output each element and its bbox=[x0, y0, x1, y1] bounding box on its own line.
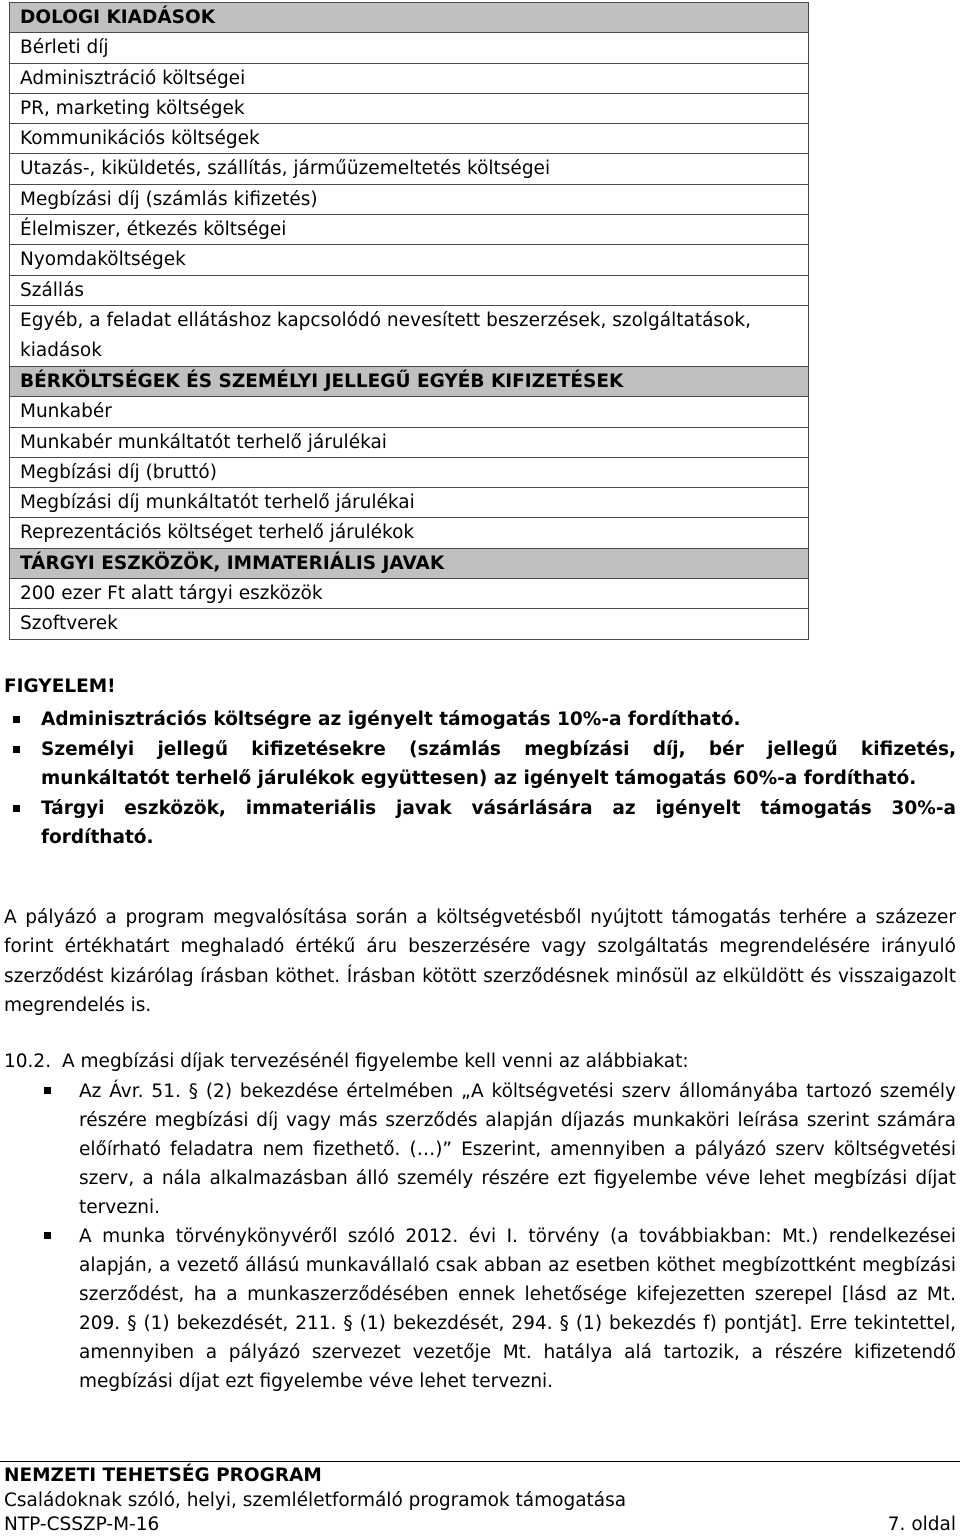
square-bullet-icon bbox=[13, 716, 20, 723]
footer-divider bbox=[0, 1461, 960, 1462]
table-row bbox=[10, 457, 809, 487]
warning-list bbox=[4, 705, 956, 853]
footer-subtitle: Családoknak szóló, helyi, szemléletformáló programok támogatása bbox=[4, 1490, 627, 1511]
table-cell: Élelmiszer, étkezés költségei bbox=[10, 215, 809, 245]
table-section-header: BÉRKÖLTSÉGEK ÉS SZEMÉLYI JELLEGŰ EGYÉB KIFIZETÉSEK bbox=[10, 366, 809, 396]
footer-program-name: NEMZETI TEHETSÉG PROGRAM bbox=[4, 1465, 322, 1486]
warning-title: FIGYELEM! bbox=[4, 676, 116, 697]
list-item bbox=[4, 794, 956, 853]
table-cell: Munkabér bbox=[10, 397, 809, 427]
table-row bbox=[10, 397, 809, 427]
table-row bbox=[10, 305, 809, 366]
square-bullet-icon bbox=[44, 1087, 51, 1094]
body-paragraph: A pályázó a program megvalósítása során a költségvetésből nyújtott támogatás terhére a százezer forint értékhatárt meghaladó értékű áru beszerzésére vagy szolgáltatás megrendelésére irányuló szerződést kizárólag írásban köthet. Írásban kötött szerződésnek minősül az elküldött és visszaigazolt megrendelés is. bbox=[4, 907, 956, 1016]
table-cell: Bérleti díj bbox=[10, 33, 809, 63]
table-cell: Munkabér munkáltatót terhelő járulékai bbox=[10, 427, 809, 457]
list-item bbox=[4, 1222, 956, 1396]
table-row bbox=[10, 215, 809, 245]
table-cell: Megbízási díj (számlás kifizetés) bbox=[10, 184, 809, 214]
table-row bbox=[10, 184, 809, 214]
table-section-header: TÁRGYI ESZKÖZÖK, IMMATERIÁLIS JAVAK bbox=[10, 548, 809, 578]
section-title: A megbízási díjak tervezésénél figyelembe kell venni az alábbiakat: bbox=[62, 1051, 689, 1072]
table-row bbox=[10, 63, 809, 93]
table-cell: Szállás bbox=[10, 275, 809, 305]
page-number: 7. oldal bbox=[887, 1514, 956, 1535]
table-cell: Reprezentációs költséget terhelő járulékok bbox=[10, 518, 809, 548]
table-cell: Megbízási díj munkáltatót terhelő járulékai bbox=[10, 488, 809, 518]
list-item bbox=[4, 1077, 956, 1222]
table-row bbox=[10, 366, 809, 396]
list-item-text: A munka törvénykönyvéről szóló 2012. évi I. törvény (a továbbiakban: Mt.) rendelkezései alapján, a vezető állású munkavállaló csak abban az esetben köthet megbízottként megbízási szerződést, ha a munkaszerződésében ennek lehetősége kifejezetten szerepel [lásd az Mt. 209. § (1) bekezdését, 211. § (1) bekezdését, 294. § (1) bekezdés f) pontját]. Erre tekintettel, amennyiben a pályázó szervezet vezetője Mt. hatálya alá tartozik, a részére kifizetendő megbízási díjat ezt figyelembe véve lehet tervezni. bbox=[79, 1226, 956, 1392]
table-row bbox=[10, 93, 809, 123]
list-item bbox=[4, 705, 956, 735]
table-row bbox=[10, 548, 809, 578]
table-cell: Adminisztráció költségei bbox=[10, 63, 809, 93]
table-cell: 200 ezer Ft alatt tárgyi eszközök bbox=[10, 579, 809, 609]
table-row bbox=[10, 275, 809, 305]
list-item-text: Tárgyi eszközök, immateriális javak vásárlására az igényelt támogatás 30%-a fordítható. bbox=[41, 797, 956, 848]
table-section-header: DOLOGI KIADÁSOK bbox=[10, 3, 809, 33]
table-row bbox=[10, 33, 809, 63]
list-item bbox=[4, 735, 956, 794]
list-item-text: Az Ávr. 51. § (2) bekezdése értelmében „A költségvetési szerv állományába tartozó személy részére megbízási díj vagy más szerződés alapján díjazás munkaköri leírása szerint számára előírható feladatra nem fizethető. (…)” Eszerint, amennyiben a pályázó szerv költségvetési szerv, a nála alkalmazásban álló személy részére ezt figyelembe véve lehet megbízási díjat tervezni. bbox=[79, 1081, 956, 1218]
section-number: 10.2. bbox=[4, 1051, 52, 1072]
table-row bbox=[10, 245, 809, 275]
footer-code: NTP-CSSZP-M-16 bbox=[4, 1514, 160, 1535]
section-list bbox=[4, 1077, 956, 1396]
table-cell: Utazás-, kiküldetés, szállítás, járműüzemeltetés költségei bbox=[10, 154, 809, 184]
table-row bbox=[10, 427, 809, 457]
table-row bbox=[10, 154, 809, 184]
table-row bbox=[10, 488, 809, 518]
table-row bbox=[10, 518, 809, 548]
section-heading bbox=[4, 1047, 689, 1076]
square-bullet-icon bbox=[13, 746, 20, 753]
list-item-text: Személyi jellegű kifizetésekre (számlás megbízási díj, bér jellegű kifizetés, munkáltatót terhelő járulékok együttesen) az igényelt támogatás 60%-a fordítható. bbox=[41, 738, 956, 789]
square-bullet-icon bbox=[13, 805, 20, 812]
square-bullet-icon bbox=[44, 1232, 51, 1239]
table-cell: Egyéb, a feladat ellátáshoz kapcsolódó nevesített beszerzések, szolgáltatások, kiadások bbox=[10, 305, 809, 366]
table-cell: Kommunikációs költségek bbox=[10, 124, 809, 154]
table-row bbox=[10, 3, 809, 33]
table-row bbox=[10, 124, 809, 154]
list-item-text: Adminisztrációs költségre az igényelt támogatás 10%-a fordítható. bbox=[41, 709, 741, 730]
table-cell: Nyomdaköltségek bbox=[10, 245, 809, 275]
table-cell: PR, marketing költségek bbox=[10, 93, 809, 123]
table-row bbox=[10, 579, 809, 609]
table-cell: Megbízási díj (bruttó) bbox=[10, 457, 809, 487]
cost-categories-table bbox=[9, 2, 809, 640]
table-cell: Szoftverek bbox=[10, 609, 809, 639]
table-row bbox=[10, 609, 809, 639]
